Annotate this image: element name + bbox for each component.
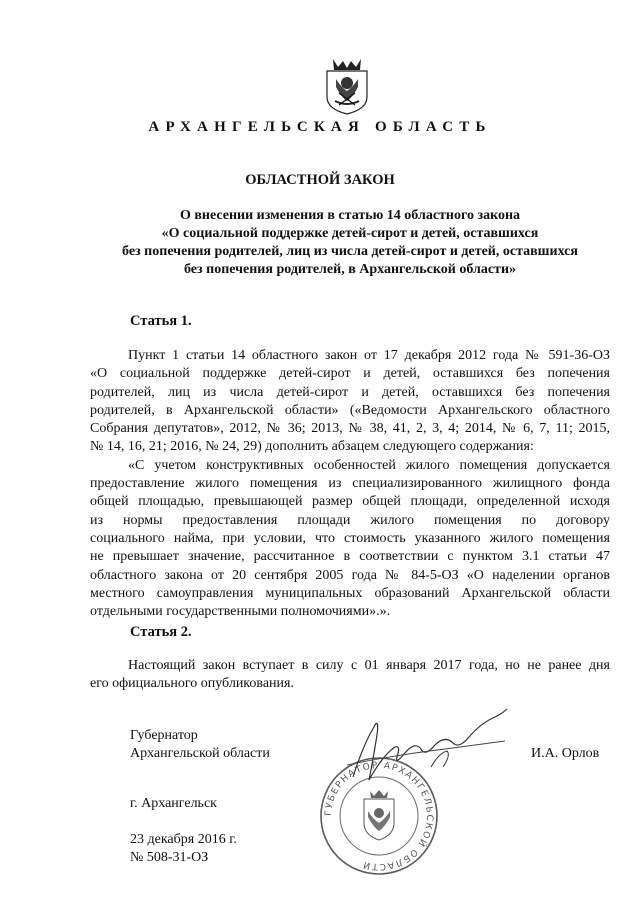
- governor-name: И.А. Орлов: [531, 746, 600, 761]
- region-name: АРХАНГЕЛЬСКАЯ ОБЛАСТЬ: [148, 119, 492, 135]
- law-date: 23 декабря 2016 г.: [130, 832, 237, 847]
- text-line: его официального опубликования.: [90, 676, 294, 692]
- law-title-line: без попечения родителей, в Архангельской области»: [183, 262, 517, 277]
- text-line: «О социальной поддержке детей-сирот и детей, оставшихся без попечения: [90, 366, 610, 382]
- law-title: [60, 207, 640, 279]
- text-line: «С учетом конструктивных особенностей жилого помещения допускается: [128, 457, 610, 473]
- law-title-line: О внесении изменения в статью 14 областного закона: [179, 208, 521, 223]
- article-1-body: [90, 347, 610, 621]
- text-line: общей площадью, превышающей размер общей площади, определенной исходя: [90, 494, 610, 510]
- text-line: Собрания депутатов», 2012, № 36; 2013, № 38, 41, 2, 3, 4; 2014, № 6, 7, 11; 2015,: [90, 421, 610, 437]
- text-line: областного закона от 20 сентября 2005 года № 84-5-ОЗ «О наделении органов: [90, 567, 610, 583]
- text-line: № 14, 16, 21; 2016, № 24, 29) дополнить абзацем следующего содержания:: [90, 439, 534, 455]
- text-line: из нормы предоставления площади жилого помещения по договору: [90, 512, 610, 528]
- text-line: не превышает значение, рассчитанное в соответствии с пунктом 3.1 статьи 47: [90, 549, 610, 565]
- law-title-line: без попечения родителей, лиц из числа детей-сирот и детей, оставшихся: [122, 244, 578, 259]
- handwritten-signature-icon: [335, 705, 525, 795]
- text-line: родителей, в Архангельской области» («Ведомости Архангельского областного: [90, 402, 610, 418]
- article-2-heading: Статья 2.: [130, 624, 192, 640]
- text-line: предоставление жилого помещения из специализированного жилищного фонда: [90, 476, 610, 492]
- text-line: отдельными государственными полномочиями».».: [90, 604, 391, 620]
- governor-title: Губернатор: [130, 728, 198, 743]
- law-number: № 508-31-ОЗ: [130, 850, 209, 865]
- text-line: Настоящий закон вступает в силу с 01 января 2017 года, но не ранее дня: [128, 658, 610, 673]
- text-line: Пункт 1 статьи 14 областного закон от 17 декабря 2012 года № 591-36-ОЗ: [128, 348, 610, 363]
- coat-of-arms-icon: [325, 57, 369, 115]
- law-type: ОБЛАСТНОЙ ЗАКОН: [245, 172, 395, 188]
- article-2-body: [90, 657, 610, 694]
- text-line: родителей, лиц из числа детей-сирот и детей, оставшихся без попечения: [90, 384, 610, 400]
- article-1-heading: Статья 1.: [130, 313, 192, 329]
- governor-region: Архангельской области: [130, 746, 270, 761]
- text-line: социального найма, при условии, что стоимость указанного жилого помещения: [90, 530, 610, 546]
- place-of-signing: г. Архангельск: [130, 796, 217, 811]
- text-line: местного самоуправления муниципальных образований Архангельской области: [90, 585, 610, 601]
- seal-text: ГУБЕРНАТОР АРХАНГЕЛЬСКОЙ ОБЛАСТИ: [323, 760, 435, 872]
- law-title-line: «О социальной поддержке детей-сирот и детей, оставшихся: [161, 226, 539, 241]
